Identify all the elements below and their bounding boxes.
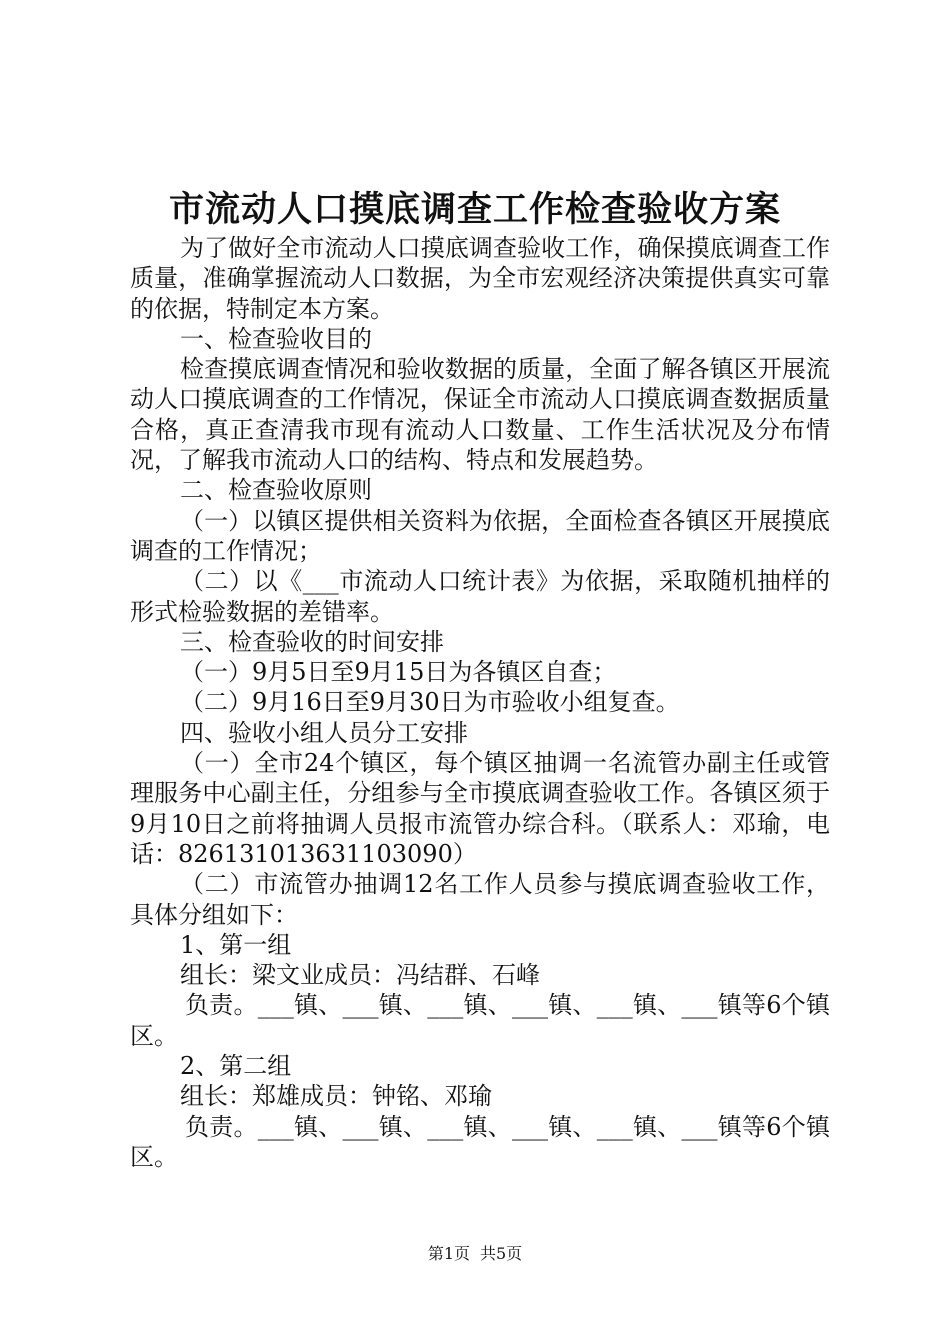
group-1-heading: 1、第一组: [180, 930, 292, 959]
section-heading-purpose: 一、检查验收目的: [180, 324, 372, 353]
staffing-item-2: （二）市流管办抽调12名工作人员参与摸底调查验收工作，具体分组如下：: [130, 870, 830, 929]
group-2-members: 组长：郑雄成员：钟铭、邓瑜: [180, 1082, 492, 1111]
schedule-item-1: （一）9月5日至9月15日为各镇区自查；: [180, 658, 617, 687]
staffing-item-1: （一）全市24个镇区，每个镇区抽调一名流管办副主任或管理服务中心副主任，分组参与全市摸底调查验收工作。各镇区须于9月10日之前将抽调人员报市流管办综合科。（联系人：邓瑜，电话：826131013631103090）: [130, 749, 830, 868]
document-title: 市流动人口摸底调查工作检查验收方案: [168, 189, 781, 230]
principle-item-1: （一）以镇区提供相关资料为依据，全面检查各镇区开展摸底调查的工作情况；: [130, 506, 830, 565]
group-2-responsibility: 负责。___镇、___镇、___镇、___镇、___镇、___镇等6个镇区。: [130, 1112, 830, 1171]
group-1-responsibility: 负责。___镇、___镇、___镇、___镇、___镇、___镇等6个镇区。: [130, 991, 830, 1050]
group-2-heading: 2、第二组: [180, 1052, 292, 1081]
purpose-paragraph: 检查摸底调查情况和验收数据的质量，全面了解各镇区开展流动人口摸底调查的工作情况，保证全市流动人口摸底调查数据质量合格，真正查清我市现有流动人口数量、工作生活状况及分布情况，了解我市流动人口的结构、特点和发展趋势。: [130, 355, 830, 475]
document-body: [130, 233, 830, 1172]
schedule-item-2: （二）9月16日至9月30日为市验收小组复查。: [180, 688, 680, 717]
section-heading-staffing: 四、验收小组人员分工安排: [180, 718, 468, 747]
section-heading-schedule: 三、检查验收的时间安排: [180, 627, 444, 656]
principle-item-2: （二）以《___市流动人口统计表》为依据，采取随机抽样的形式检验数据的差错率。: [130, 567, 830, 626]
page-number: 第1页: [427, 1244, 470, 1263]
page-total: 共5页: [480, 1244, 523, 1263]
page-footer: [0, 1244, 950, 1264]
group-1-members: 组长：梁文业成员：冯结群、石峰: [180, 961, 540, 990]
intro-paragraph: 为了做好全市流动人口摸底调查验收工作，确保摸底调查工作质量，准确掌握流动人口数据，为全市宏观经济决策提供真实可靠的依据，特制定本方案。: [130, 234, 830, 323]
section-heading-principles: 二、检查验收原则: [180, 476, 372, 505]
